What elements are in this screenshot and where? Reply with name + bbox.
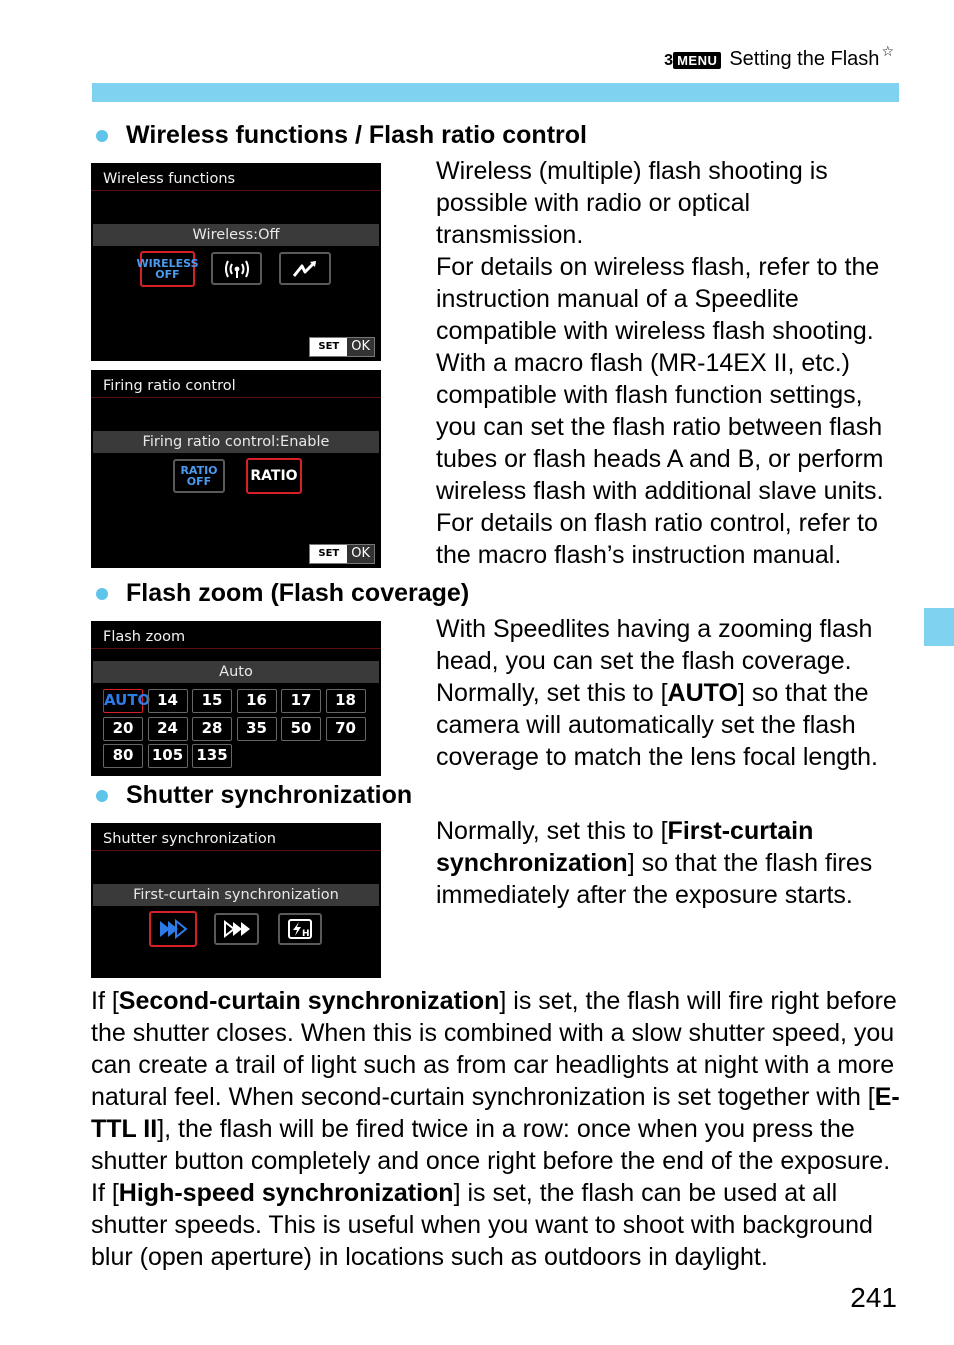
screen-status: Firing ratio control:Enable	[93, 431, 379, 453]
svg-text:H: H	[302, 929, 310, 939]
star-icon: ☆	[881, 43, 894, 59]
radio-wireless-option[interactable]	[211, 252, 262, 285]
optical-flash-icon	[291, 259, 319, 279]
zoom-cell[interactable]: 28	[192, 717, 232, 741]
header-rule	[92, 83, 899, 102]
screen-shutter-sync	[91, 823, 381, 978]
zoom-cell[interactable]: 24	[148, 717, 188, 741]
zoom-cell[interactable]: AUTO	[103, 689, 143, 713]
screen-title: Flash zoom	[103, 629, 186, 645]
zoom-cell[interactable]: 17	[281, 689, 321, 713]
section-heading-wireless: Wireless functions / Flash ratio control	[96, 121, 587, 150]
screen-status: Wireless:Off	[93, 224, 379, 246]
shutter-description: Normally, set this to [First-curtain synchronization] so that the flash fires immediately after the exposure starts.	[436, 817, 873, 909]
high-speed-flash-icon	[287, 918, 313, 940]
section-heading-zoom: Flash zoom (Flash coverage)	[96, 579, 469, 608]
zoom-cell[interactable]: 35	[237, 717, 277, 741]
wireless-off-option[interactable]: WIRELESS OFF	[140, 251, 195, 287]
ratio-option[interactable]: RATIO	[246, 458, 302, 494]
second-curtain-option[interactable]	[214, 913, 259, 945]
screen-rule	[91, 850, 381, 851]
zoom-cell[interactable]: 50	[281, 717, 321, 741]
first-curtain-icon	[157, 918, 189, 940]
bullet-icon	[96, 790, 108, 802]
high-speed-option[interactable]	[278, 913, 322, 945]
screen-firing-ratio	[91, 370, 381, 568]
screen-rule	[91, 190, 381, 191]
page-number: 241	[850, 1282, 897, 1313]
screen-wireless-functions	[91, 163, 381, 361]
second-curtain-icon	[222, 919, 252, 939]
chapter-tab	[924, 608, 954, 646]
zoom-cell[interactable]: 70	[326, 717, 366, 741]
ratio-off-option[interactable]: RATIO OFF	[173, 459, 225, 493]
bullet-icon	[96, 588, 108, 600]
zoom-cell[interactable]: 135	[192, 744, 232, 768]
radio-wave-icon	[224, 259, 250, 279]
body-paragraph: If [Second-curtain synchronization] is set, the flash will fire right before the shutter closes. When this is combined with a slow shutter speed, you can create a trail of light such as from car headlights at night with a more natural feel. When second-curtain synchronization is set together with [E- TTL II], the flash will be fired twice in a row: once when you press the shutter button completely and once right before the end of the exposure. If [High-speed synchronization] is set, the flash can be used at all shutter speeds. This is useful when you want to shoot with background blur (open aperture) in locations such as outdoors in daylight.	[91, 987, 900, 1271]
screen-title: Shutter synchronization	[103, 831, 276, 847]
running-header	[664, 43, 894, 71]
first-curtain-option[interactable]	[149, 911, 197, 947]
set-ok-button[interactable]: SET OK	[309, 544, 375, 564]
zoom-cell[interactable]: 15	[192, 689, 232, 713]
screen-title: Firing ratio control	[103, 378, 236, 394]
section-heading-shutter: Shutter synchronization	[96, 781, 412, 810]
header-title: Setting the Flash	[729, 48, 880, 70]
screen-rule	[91, 397, 381, 398]
wireless-description: Wireless (multiple) flash shooting is possible with radio or optical transmission. For details on wireless flash, refer to the instruction manual of a Speedlite compatible with wireless flash shooting. With a macro flash (MR-14EX II, etc.) compatible with flash function settings, you can set the flash ratio between flash tubes or flash heads A and B, or perform wireless flash with additional slave units. For details on flash ratio control, refer to the macro flash’s instruction manual.	[436, 157, 884, 569]
screen-status: First-curtain synchronization	[93, 884, 379, 906]
bullet-icon	[96, 130, 108, 142]
screen-status: Auto	[93, 661, 379, 683]
zoom-cell[interactable]: 105	[148, 744, 188, 768]
zoom-cell[interactable]: 18	[326, 689, 366, 713]
zoom-cell[interactable]: 80	[103, 744, 143, 768]
screen-rule	[91, 648, 381, 649]
screen-title: Wireless functions	[103, 171, 236, 187]
screen-flash-zoom	[91, 621, 381, 776]
zoom-cell[interactable]: 16	[237, 689, 277, 713]
menu-badge: 3 MENU	[664, 48, 721, 71]
set-ok-button[interactable]: SET OK	[309, 337, 375, 357]
zoom-cell[interactable]: 14	[148, 689, 188, 713]
zoom-description: With Speedlites having a zooming flash head, you can set the flash coverage. Normally, set this to [AUTO] so that the camera will automatically set the flash coverage to match the lens focal length.	[436, 615, 878, 771]
optical-wireless-option[interactable]	[279, 252, 331, 285]
zoom-cell[interactable]: 20	[103, 717, 143, 741]
